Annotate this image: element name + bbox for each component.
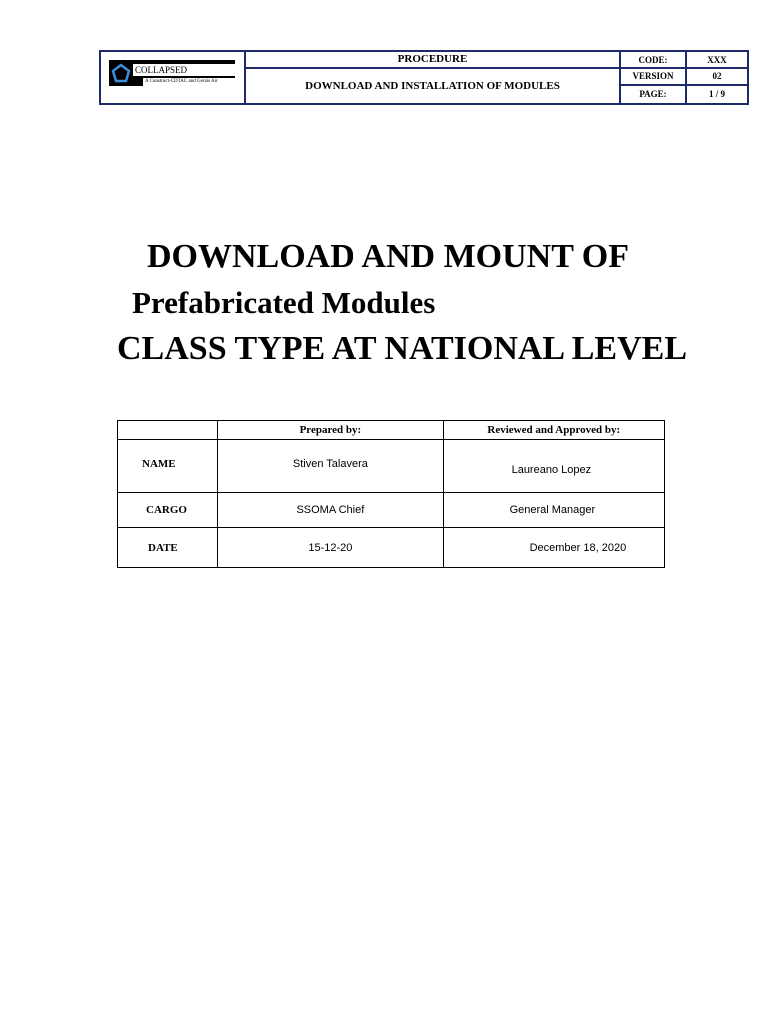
approvals-header-row bbox=[118, 421, 665, 440]
company-logo bbox=[109, 60, 235, 86]
logo-name: COLLAPSED bbox=[133, 64, 235, 76]
doc-title: DOWNLOAD AND INSTALLATION OF MODULES bbox=[246, 69, 621, 103]
table-row bbox=[118, 493, 665, 528]
code-value: XXX bbox=[687, 52, 747, 69]
reviewed-date: December 18, 2020 bbox=[443, 528, 664, 568]
table-row bbox=[118, 440, 665, 493]
version-label: VERSION bbox=[621, 69, 687, 86]
approvals-table bbox=[117, 420, 665, 568]
prepared-name: Stiven Talavera bbox=[218, 440, 443, 493]
prepared-cargo: SSOMA Chief bbox=[218, 493, 443, 528]
title-line-2: Prefabricated Modules bbox=[132, 285, 436, 320]
row-label-name: NAME bbox=[118, 440, 218, 493]
header-empty-cell bbox=[118, 421, 218, 440]
col-prepared-header: Prepared by: bbox=[218, 421, 443, 440]
reviewed-cargo: General Manager bbox=[443, 493, 664, 528]
logo-cell bbox=[101, 52, 246, 103]
table-row bbox=[118, 528, 665, 568]
title-line-3: CLASS TYPE AT NATIONAL LEVEL bbox=[117, 330, 687, 367]
doc-type: PROCEDURE bbox=[246, 52, 621, 69]
code-label: CODE: bbox=[621, 52, 687, 69]
page-value: 1 / 9 bbox=[708, 89, 725, 99]
version-value: 02 bbox=[687, 69, 747, 86]
row-label-cargo: CARGO bbox=[118, 493, 218, 528]
row-label-date: DATE bbox=[118, 528, 218, 568]
pentagon-logo-icon bbox=[111, 63, 131, 83]
prepared-date: 15-12-20 bbox=[218, 528, 443, 568]
page-label: PAGE: bbox=[621, 86, 687, 103]
col-reviewed-header: Reviewed and Approved by: bbox=[443, 421, 664, 440]
document-header bbox=[99, 50, 749, 105]
title-line-1: DOWNLOAD AND MOUNT OF bbox=[147, 238, 629, 275]
logo-tagline: A Construct-CDTAC and Gerais Air bbox=[143, 78, 235, 86]
reviewed-name: Laureano Lopez bbox=[443, 440, 664, 493]
